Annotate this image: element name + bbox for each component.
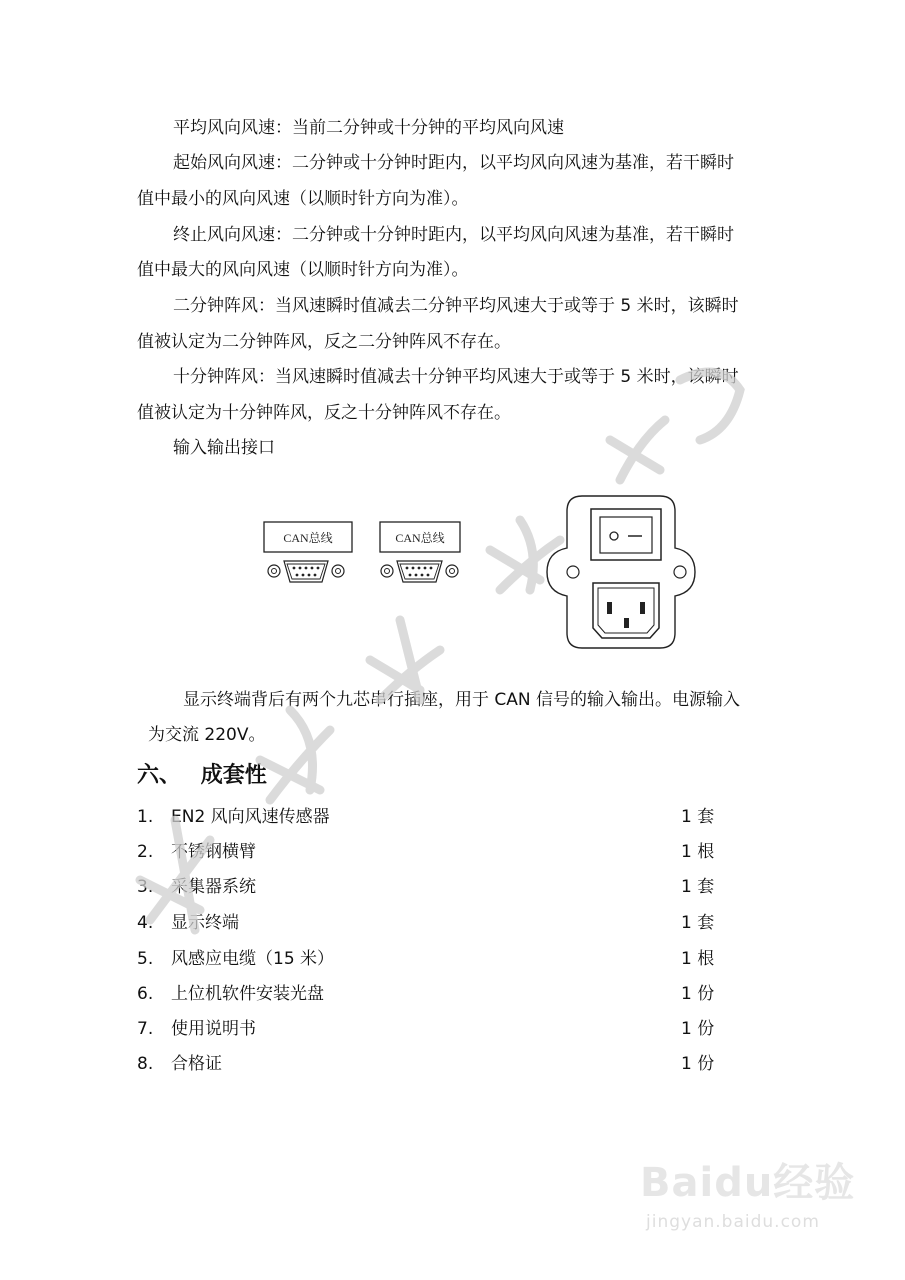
list-item-number: 7.: [137, 1019, 154, 1039]
baidu-jingyan-watermark: [640, 1160, 880, 1250]
list-item-number: 1.: [137, 807, 154, 827]
list-item: [137, 1053, 737, 1077]
can-port-1-label: CAN总线: [283, 531, 333, 545]
gust10-definition-line1: 十分钟阵风：当风速瞬时值减去十分钟平均风速大于或等于 5 米时，该瞬时: [173, 367, 739, 387]
list-item-name: 采集器系统: [171, 877, 256, 897]
can-port-2-label: CAN总线: [395, 531, 445, 545]
end-wind-definition-line1: 终止风向风速：二分钟或十分钟时距内，以平均风向风速为基准，若干瞬时: [173, 225, 734, 245]
start-wind-definition-line2: 值中最小的风向风速（以顺时针方向为准）。: [137, 189, 469, 209]
list-item-quantity: 1 份: [681, 984, 715, 1004]
list-item-number: 6.: [137, 984, 154, 1004]
avg-wind-definition: 平均风向风速：当前二分钟或十分钟的平均风向风速: [173, 118, 564, 138]
display-terminal-desc-line1: 显示终端背后有两个九芯串行插座，用于 CAN 信号的输入输出。电源输入: [183, 690, 741, 710]
list-item-name: EN2 风向风速传感器: [171, 807, 330, 827]
can-port-2: [380, 522, 460, 582]
list-item-quantity: 1 份: [681, 1019, 715, 1039]
list-item-number: 2.: [137, 842, 154, 862]
display-terminal-desc-line2: 为交流 220V。: [148, 725, 266, 745]
list-item: [137, 806, 737, 830]
list-item-quantity: 1 根: [681, 842, 715, 862]
section-title: 成套性: [200, 763, 267, 788]
list-item-quantity: 1 套: [681, 913, 715, 933]
list-item: [137, 841, 737, 865]
list-item-number: 4.: [137, 913, 154, 933]
gust2-definition-line2: 值被认定为二分钟阵风，反之二分钟阵风不存在。: [137, 332, 511, 352]
end-wind-definition-line2: 值中最大的风向风速（以顺时针方向为准）。: [137, 260, 469, 280]
list-item-name: 上位机软件安装光盘: [171, 984, 324, 1004]
list-item: [137, 983, 737, 1007]
list-item: [137, 1018, 737, 1042]
list-item: [137, 912, 737, 936]
list-item-quantity: 1 套: [681, 807, 715, 827]
list-item-name: 使用说明书: [171, 1019, 256, 1039]
list-item: [137, 948, 737, 972]
power-inlet-module: [547, 496, 695, 648]
list-item-number: 8.: [137, 1054, 154, 1074]
start-wind-definition-line1: 起始风向风速：二分钟或十分钟时距内，以平均风向风速为基准，若干瞬时: [173, 153, 734, 173]
gust2-definition-line1: 二分钟阵风：当风速瞬时值减去二分钟平均风速大于或等于 5 米时，该瞬时: [173, 296, 739, 316]
list-item-number: 5.: [137, 949, 154, 969]
list-item-name: 合格证: [171, 1054, 222, 1074]
baidu-url: jingyan.baidu.com: [646, 1212, 820, 1232]
list-item-quantity: 1 套: [681, 877, 715, 897]
list-item-quantity: 1 根: [681, 949, 715, 969]
list-item-name: 不锈钢横臂: [171, 842, 256, 862]
io-interface-title: 输入输出接口: [173, 438, 275, 458]
list-item-number: 3.: [137, 877, 154, 897]
gust10-definition-line2: 值被认定为十分钟阵风，反之十分钟阵风不存在。: [137, 403, 511, 423]
list-item-name: 风感应电缆（15 米）: [171, 949, 335, 969]
can-port-1: [264, 522, 352, 582]
section-number: 六、: [137, 763, 182, 788]
list-item-name: 显示终端: [171, 913, 239, 933]
section-heading: [137, 763, 267, 789]
baidu-logo: Baidu经验: [640, 1160, 856, 1206]
list-item: [137, 876, 737, 900]
list-item-quantity: 1 份: [681, 1054, 715, 1074]
